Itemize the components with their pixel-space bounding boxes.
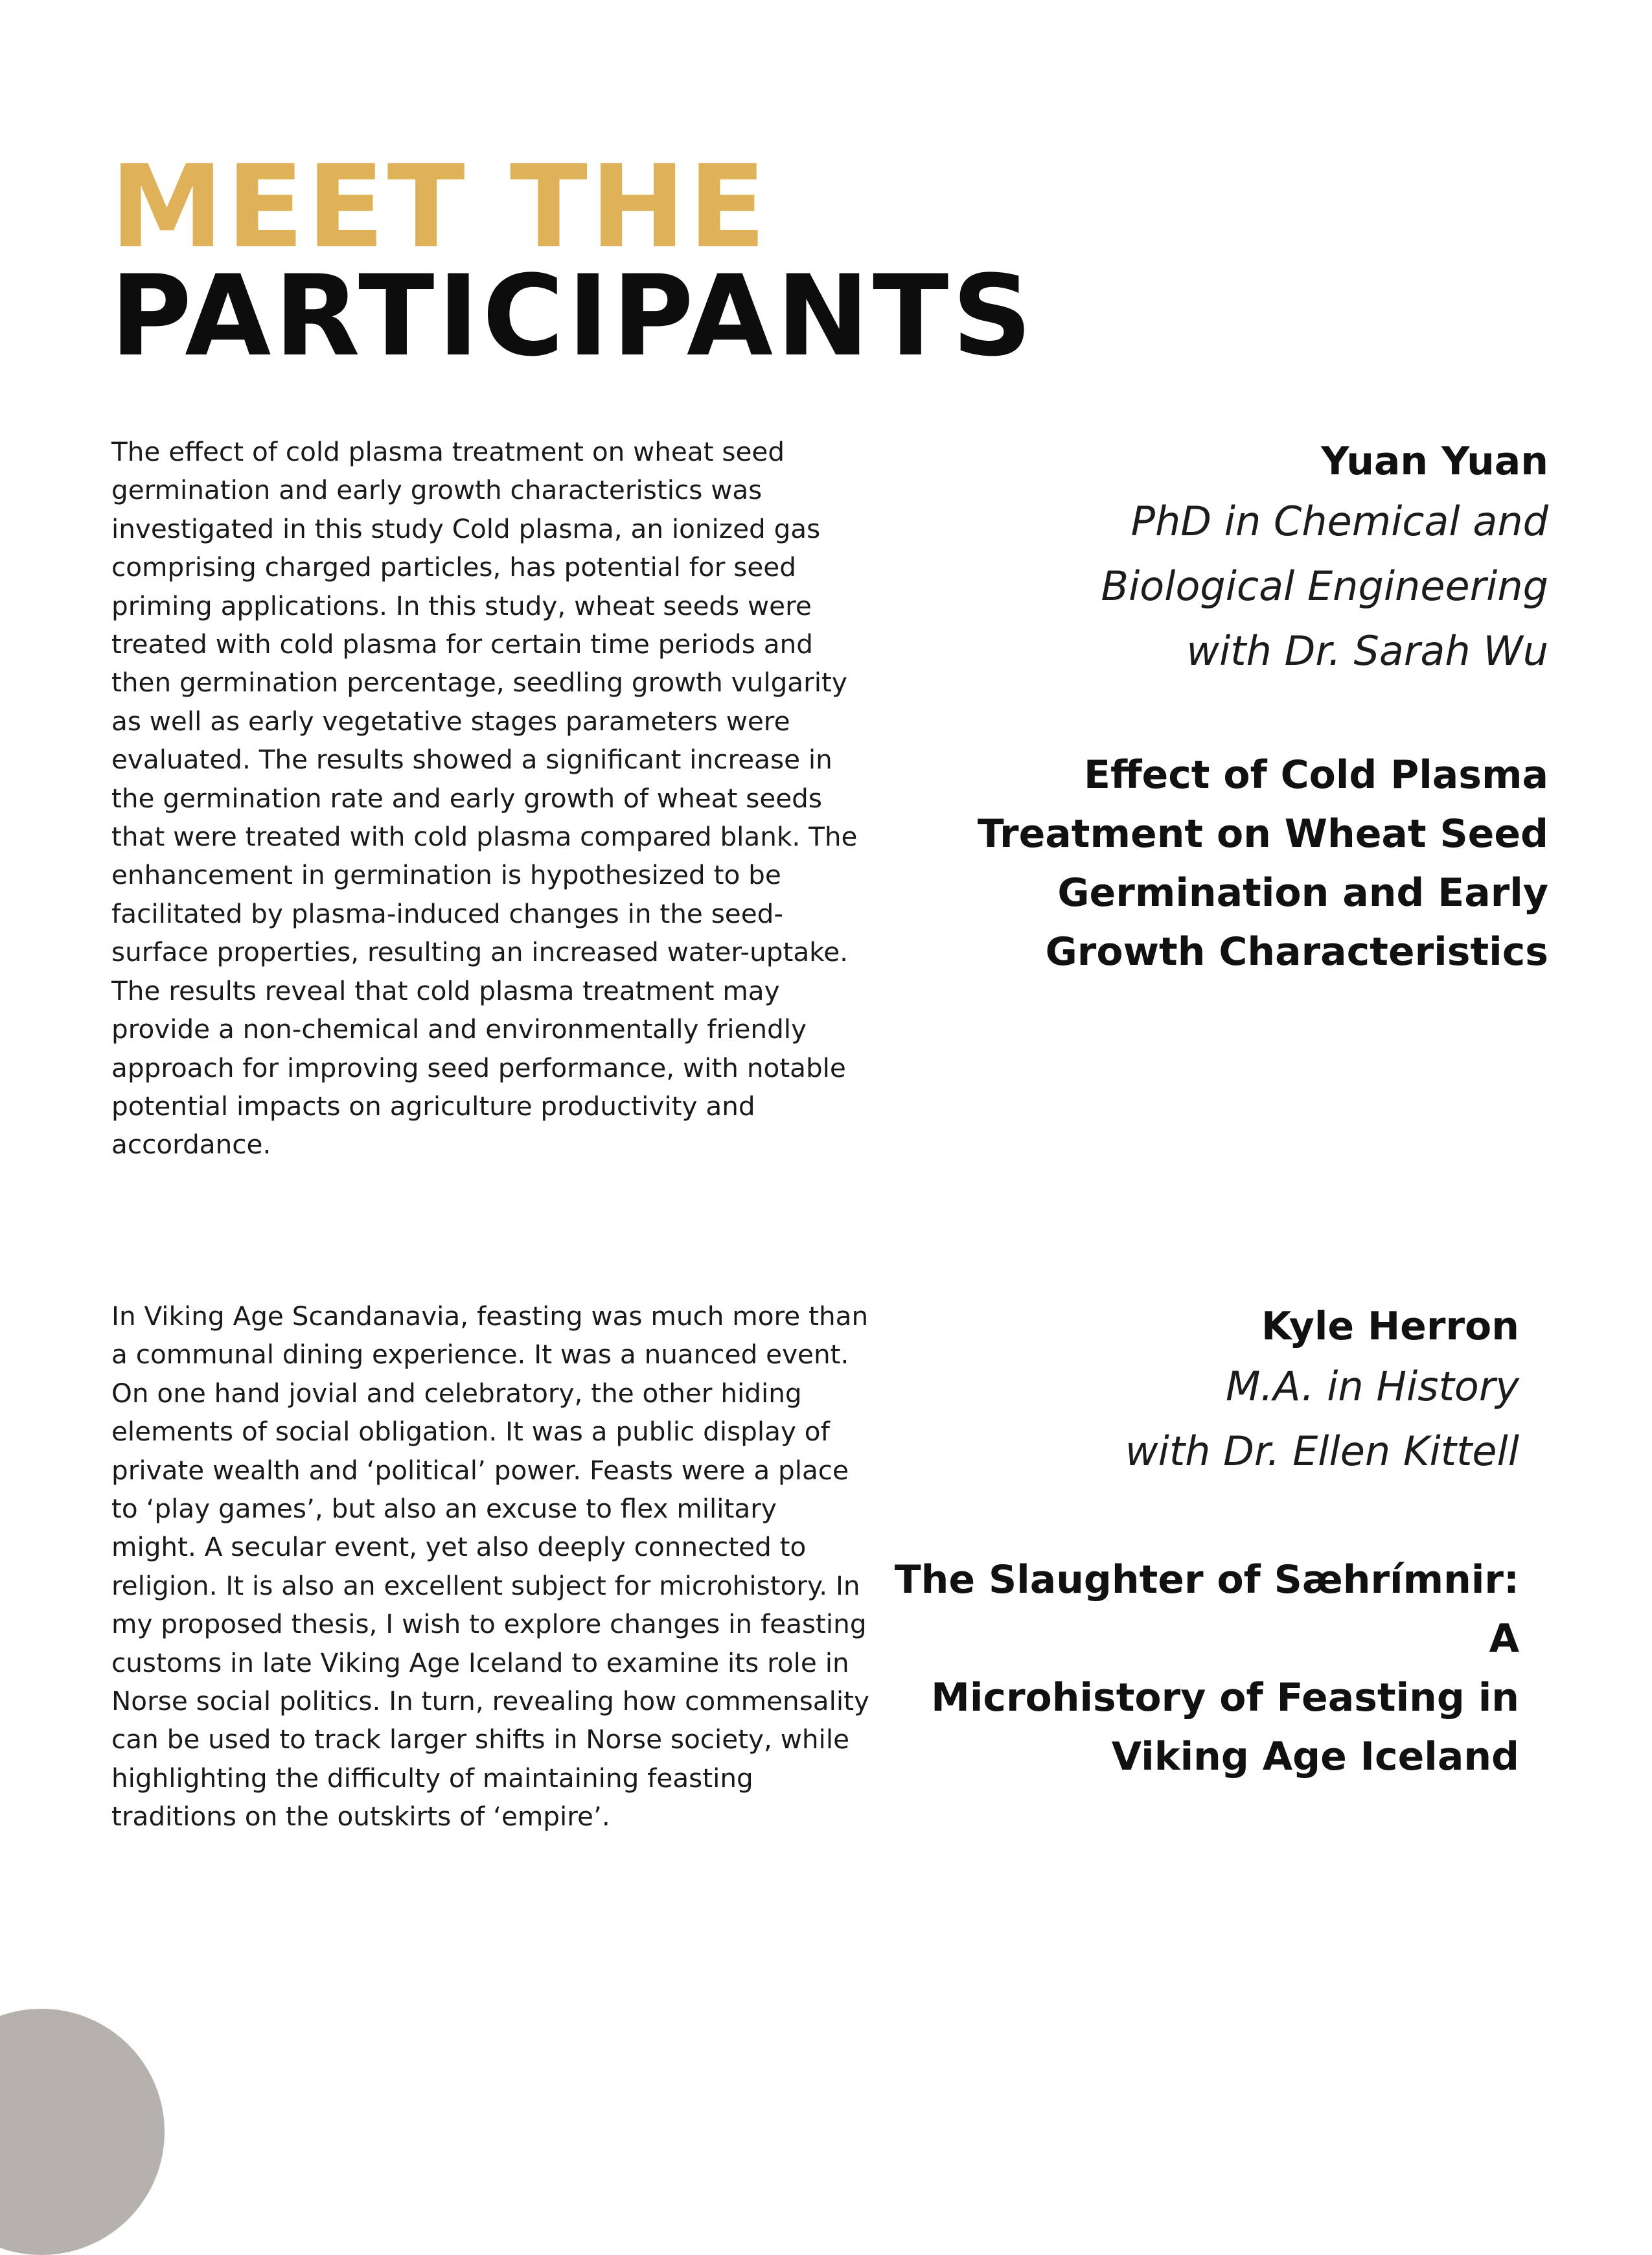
participant-2-abstract: In Viking Age Scandanavia, feasting was much more than a communal dining experience. It was a nuanced event. On one hand jovial and celebratory, the other hiding elements of social obligation. It was a public display of private wealth and ‘political’ power. Feasts were a place to ‘play games’, but also an excuse to flex military might. A secular event, yet also deeply connected to religion. It is also an excellent subject for microhistory. In my proposed thesis, I wish to explore changes in feasting customs in late Viking Age Iceland to examine its role in Norse social politics. In turn, revealing how commensality can be used to track larger shifts in Norse society, while highlighting the difficulty of maintaining feasting traditions on the outskirts of ‘empire’.: [111, 1301, 869, 1833]
participant-1-info: [901, 435, 1548, 982]
participant-1-degree-line: Biological Engineering: [1101, 562, 1548, 610]
participant-1-abstract: The effect of cold plasma treatment on wheat seed germination and early growth characteristics was investigated in this study Cold plasma, an ionized gas comprising charged particles, has potential for seed priming applications. In this study, wheat seeds were treated with cold plasma for certain time periods and then germination percentage, seedling growth vulgarity as well as early vegetative stages parameters were evaluated. The results showed a significant increase in the germination rate and early growth of wheat seeds that were treated with cold plasma compared blank. The enhancement in germination is hypothesized to be facilitated by plasma-induced changes in the seed-surface properties, resulting an increased water-uptake. The results reveal that cold plasma treatment may provide a non-chemical and environmentally friendly approach for improving seed performance, with notable potential impacts on agriculture productivity and accordance.: [111, 436, 858, 1161]
participant-2-advisor-line: with Dr. Ellen Kittell: [1125, 1428, 1519, 1475]
participant-1-talk-title-line: Growth Characteristics: [1045, 929, 1548, 975]
page-title-line-2: PARTICIPANTS: [110, 251, 1036, 381]
participant-2-degree-line: M.A. in History: [1226, 1363, 1519, 1410]
participant-1-talk-title: [901, 746, 1548, 982]
participant-2-talk-title-line: The Slaughter of Sæhrímnir: A: [894, 1557, 1519, 1661]
participant-1-name: Yuan Yuan: [1321, 439, 1548, 484]
participant-1-degree-line: PhD in Chemical and: [1130, 498, 1548, 545]
participant-2-name: Kyle Herron: [1261, 1304, 1519, 1349]
participant-2-talk-title-line: Viking Age Iceland: [1111, 1734, 1519, 1779]
participant-2-degree: [871, 1354, 1519, 1484]
participant-2-talk-title-line: Microhistory of Feasting in: [931, 1675, 1519, 1720]
page-title-line-1: MEET THE: [110, 141, 769, 273]
participant-1-talk-title-line: Effect of Cold Plasma: [1083, 752, 1548, 798]
participant-1-talk-title-line: Germination and Early: [1057, 870, 1548, 916]
participant-1-advisor-line: with Dr. Sarah Wu: [1186, 627, 1548, 675]
participant-1-talk-title-line: Treatment on Wheat Seed: [977, 811, 1548, 857]
participant-1-degree: [901, 489, 1548, 684]
participant-2-info: [871, 1301, 1519, 1787]
decorative-circle: [0, 2009, 165, 2255]
participant-2-talk-title: [871, 1551, 1519, 1787]
